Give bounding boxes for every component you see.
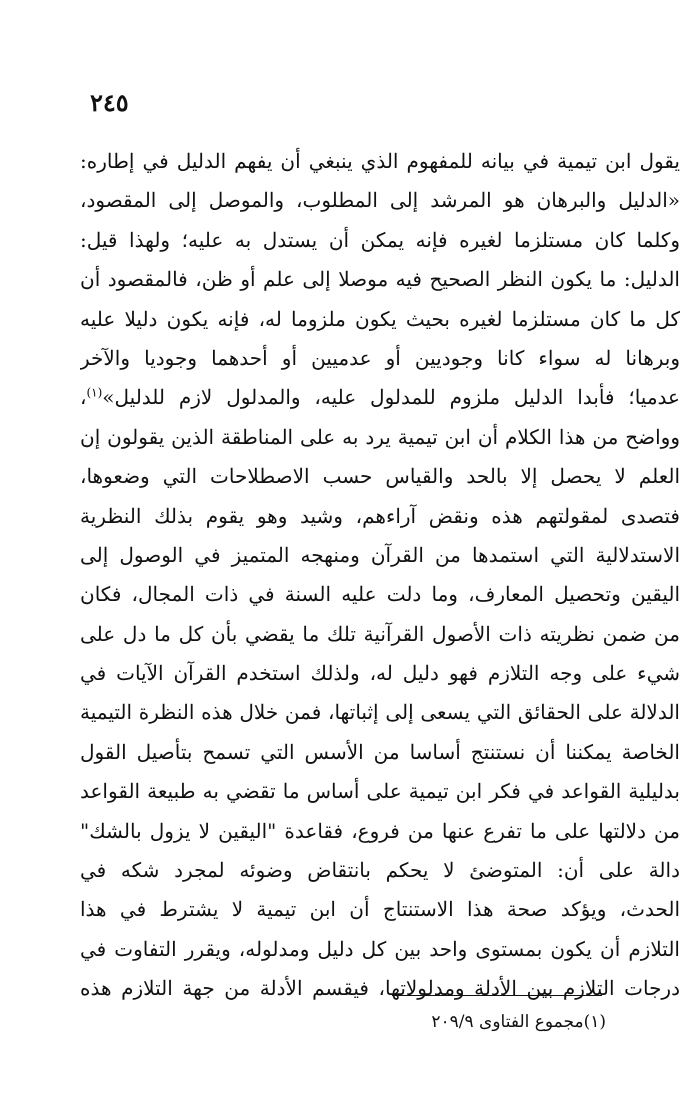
footnote: (١)مجموع الفتاوى ٢٠٩/٩ — [431, 1012, 606, 1032]
text-line: اليقين وتحصيل المعارف، وما دلت عليه السنة في ذات المجال، فكان — [80, 582, 680, 607]
text-line: التلازم أن يكون بمستوى واحد بين كل دليل ومدلوله، ويقرر التفاوت في — [80, 936, 680, 961]
text-line: وبرهانا له سواء كانا وجوديين أو عدميين أو أحدهما وجوديا والآخر — [80, 345, 680, 370]
body-text — [80, 142, 680, 1009]
text-line: شيء على وجه التلازم فهو دليل له، ولذلك استخدم القرآن الآيات في — [80, 661, 680, 686]
text-line: كل ما كان مستلزما لغيره بحيث يكون ملزوما له، فإنه يكون دليلا عليه — [80, 306, 680, 331]
text-line: الاستدلالية التي استمدها من القرآن ومنهجه المتميز في الوصول إلى — [80, 542, 680, 567]
text-line: الدلالة على الحقائق التي يسعى إلى إثباتها، فمن خلال هذه النظرة التيمية — [80, 700, 680, 725]
footnote-separator — [392, 995, 602, 996]
punctuation: ، — [80, 385, 87, 410]
page-number: ٢٤٥ — [90, 88, 129, 117]
text-line: وواضح من هذا الكلام أن ابن تيمية يرد به على المناطقة الذين يقولون إن — [80, 424, 680, 449]
text-line: دالة على أن: المتوضئ لا يحكم بانتقاض وضوئه لمجرد شكه في — [80, 858, 680, 883]
text-line: «الدليل والبرهان هو المرشد إلى المطلوب، والموصل إلى المقصود، — [80, 188, 680, 213]
text-line: العلم لا يحصل إلا بالحد والقياس حسب الاصطلاحات التي وضعوها، — [80, 464, 680, 489]
footnote-reference: (١) — [86, 385, 103, 400]
text-line: وكلما كان مستلزما لغيره فإنه يمكن أن يستدل به عليه؛ ولهذا قيل: — [80, 227, 680, 252]
text-line: من ضمن نظريته ذات الأصول القرآنية تلك ما يقضي بأن كل ما دل على — [80, 621, 680, 646]
text-line: الحدث، ويؤكد صحة هذا الاستنتاج أن ابن تيمية لا يشترط في هذا — [80, 897, 680, 922]
text-line-content: عدميا؛ فأبدا الدليل ملزوم للمدلول عليه، والمدلول لازم للدليل» — [102, 385, 680, 410]
text-line: يقول ابن تيمية في بيانه للمفهوم الذي ينبغي أن يفهم الدليل في إطاره: — [80, 149, 680, 173]
text-line-with-footnote-ref — [80, 378, 680, 417]
text-line: درجات التلازم بين الأدلة ومدلولاتها، فيقسم الأدلة من جهة التلازم هذه — [80, 976, 680, 1001]
text-line: الخاصة يمكننا أن نستنتج أساسا من الأسس التي تسمح بتأصيل القول — [80, 739, 680, 764]
text-line: فتصدى لمقولتهم هذه ونقض آراءهم، وشيد وهو يقوم بذلك النظرية — [80, 503, 680, 528]
text-line: الدليل: ما يكون النظر الصحيح فيه موصلا إلى علم أو ظن، فالمقصود أن — [80, 267, 680, 292]
text-line: بدليلية القواعد في فكر ابن تيمية على أساس ما تقضي به طبيعة القواعد — [80, 779, 680, 804]
text-line: من دلالتها على ما تفرع عنها من فروع، فقاعدة "اليقين لا يزول بالشك" — [80, 818, 680, 843]
